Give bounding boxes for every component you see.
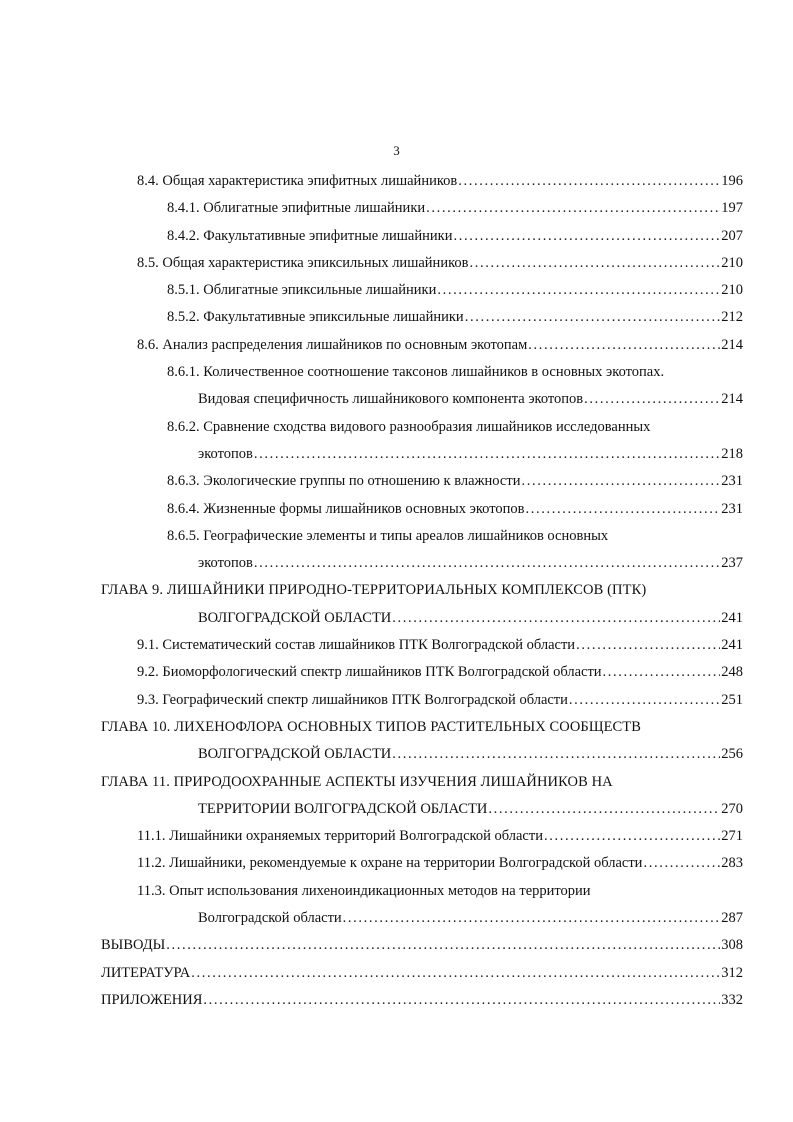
toc-entry (0, 195, 793, 222)
toc-entry-continuation (0, 905, 793, 932)
toc-entry-number: 11.2. (137, 855, 166, 872)
toc-entry (0, 523, 793, 550)
toc-entry-page: 218 (721, 445, 743, 462)
toc-entry-number: 8.6.2. (167, 418, 200, 435)
dot-leader (528, 332, 720, 359)
toc-entry-title: Географический спектр лишайников ПТК Волгоградской области (162, 691, 568, 708)
toc-entry-page: 248 (721, 664, 743, 681)
toc-entry-title: Количественное соотношение таксонов лишайников в основных экотопах. (203, 364, 665, 381)
toc-entry (0, 687, 793, 714)
toc-entry-number: 8.4.1. (167, 200, 200, 217)
toc-chapter (0, 769, 793, 796)
dot-leader (392, 605, 720, 632)
toc-entry-page: 231 (721, 473, 743, 490)
toc-entry-page: 210 (721, 282, 743, 299)
dot-leader (343, 905, 721, 932)
toc-entry (0, 496, 793, 523)
dot-leader (254, 550, 720, 577)
toc-entry-title: Экологические группы по отношению к влажности (203, 473, 521, 490)
toc-section (0, 960, 793, 987)
toc-entry-continuation (0, 386, 793, 413)
toc-entry-page: 212 (721, 309, 743, 326)
toc-chapter-title: ГЛАВА 9. ЛИШАЙНИКИ ПРИРОДНО-ТЕРРИТОРИАЛЬНЫХ КОМПЛЕКСОВ (ПТК) (101, 582, 647, 599)
toc-entry-number: 9.2. (137, 664, 159, 681)
page-number: 3 (393, 143, 400, 158)
toc-entry-number: 11.3. (137, 882, 166, 899)
toc-chapter-continuation (0, 605, 793, 632)
toc-entry-page: 332 (721, 991, 743, 1008)
toc-chapter-title: ТЕРРИТОРИИ ВОЛГОГРАДСКОЙ ОБЛАСТИ (198, 800, 488, 817)
toc-entry (0, 304, 793, 331)
toc-entry-number: 11.1. (137, 828, 166, 845)
toc-entry-number: 8.4. (137, 173, 159, 189)
toc-entry-number: 8.6. (137, 336, 159, 353)
toc-entry-title: Лишайники, рекомендуемые к охране на территории Волгоградской области (169, 855, 643, 872)
toc-entry-title: Систематический состав лишайников ПТК Волгоградской области (162, 637, 576, 654)
dot-leader (437, 277, 720, 304)
toc-entry-number: 8.5.1. (167, 282, 200, 299)
toc-entry (0, 359, 793, 386)
toc-entry-page: 196 (721, 173, 743, 189)
toc-chapter (0, 577, 793, 604)
toc-entry-number: 8.5.2. (167, 309, 200, 326)
toc-entry-title: Волгоградской области (198, 910, 342, 927)
toc-entry-title: Факультативные эпифитные лишайники (203, 227, 453, 244)
toc-entry-page: 256 (721, 746, 743, 763)
toc-entry-number: 8.6.4. (167, 500, 200, 517)
dot-leader (576, 632, 720, 659)
toc-entry-page: 287 (721, 910, 743, 927)
toc-entry-page: 214 (721, 391, 743, 408)
dot-leader (544, 823, 720, 850)
dot-leader (453, 223, 720, 250)
toc-entry (0, 632, 793, 659)
toc-entry-number: 8.5. (137, 254, 159, 271)
toc-entry (0, 850, 793, 877)
toc-entry (0, 332, 793, 359)
dot-leader (584, 386, 720, 413)
dot-leader (203, 987, 720, 1014)
toc-entry (0, 223, 793, 250)
toc-entry-number: 8.6.1. (167, 364, 200, 381)
toc-entry-title: Общая характеристика эпиксильных лишайников (162, 254, 469, 271)
toc-entry-title: Жизненные формы лишайников основных экотопов (203, 500, 525, 517)
toc-entry-page: 312 (721, 964, 743, 981)
table-of-contents (0, 168, 793, 1014)
toc-entry-page: 241 (721, 637, 743, 654)
dot-leader (166, 932, 720, 959)
dot-leader (488, 796, 720, 823)
toc-entry-page: 207 (721, 227, 743, 244)
toc-entry-page: 270 (721, 800, 743, 817)
toc-entry-number: 9.1. (137, 637, 159, 654)
toc-section-title: ПРИЛОЖЕНИЯ (101, 991, 203, 1008)
dot-leader (521, 468, 720, 495)
toc-entry-title: Биоморфологический спектр лишайников ПТК Волгоградской области (162, 664, 602, 681)
toc-chapter-continuation (0, 741, 793, 768)
toc-entry-title: Облигатные эпифитные лишайники (203, 200, 426, 217)
toc-entry-title: Сравнение сходства видового разнообразия лишайников исследованных (203, 418, 651, 435)
toc-entry (0, 277, 793, 304)
toc-entry-number: 8.6.3. (167, 473, 200, 490)
toc-entry-page: 214 (721, 336, 743, 353)
toc-chapter-title: ГЛАВА 11. ПРИРОДООХРАННЫЕ АСПЕКТЫ ИЗУЧЕНИЯ ЛИШАЙНИКОВ НА (101, 773, 613, 790)
toc-entry-page: 271 (721, 828, 743, 845)
toc-chapter-title: ВОЛГОГРАДСКОЙ ОБЛАСТИ (198, 746, 392, 763)
toc-entry (0, 414, 793, 441)
toc-section-title: ЛИТЕРАТУРА (101, 964, 191, 981)
toc-entry-page: 210 (721, 254, 743, 271)
toc-section (0, 987, 793, 1014)
toc-section-title: ВЫВОДЫ (101, 937, 166, 954)
toc-chapter-continuation (0, 796, 793, 823)
dot-leader (254, 441, 720, 468)
toc-entry (0, 250, 793, 277)
toc-entry-page: 231 (721, 500, 743, 517)
toc-entry-title: Анализ распределения лишайников по основным экотопам (162, 336, 528, 353)
toc-entry-title: экотопов (198, 445, 253, 462)
toc-entry-number: 9.3. (137, 691, 159, 708)
toc-entry (0, 659, 793, 686)
toc-entry-title: Облигатные эпиксильные лишайники (203, 282, 437, 299)
toc-entry-title: Общая характеристика эпифитных лишайников (162, 173, 458, 189)
dot-leader (526, 496, 721, 523)
toc-chapter-title: ГЛАВА 10. ЛИХЕНОФЛОРА ОСНОВНЫХ ТИПОВ РАСТИТЕЛЬНЫХ СООБЩЕСТВ (101, 718, 642, 735)
toc-entry-page: 251 (721, 691, 743, 708)
toc-entry (0, 878, 793, 905)
toc-entry-number: 8.4.2. (167, 227, 200, 244)
dot-leader (392, 741, 720, 768)
toc-chapter (0, 714, 793, 741)
toc-entry-continuation (0, 550, 793, 577)
toc-entry-page: 283 (721, 855, 743, 872)
toc-entry-page: 308 (721, 937, 743, 954)
dot-leader (465, 304, 721, 331)
toc-entry-page: 237 (721, 555, 743, 572)
toc-entry (0, 468, 793, 495)
dot-leader (191, 960, 720, 987)
toc-entry-title: Факультативные эпиксильные лишайники (203, 309, 464, 326)
toc-entry-continuation (0, 441, 793, 468)
toc-entry-title: Видовая специфичность лишайникового компонента экотопов (198, 391, 584, 408)
toc-entry (0, 823, 793, 850)
dot-leader (603, 659, 721, 686)
toc-entry-title: экотопов (198, 555, 253, 572)
toc-entry (0, 168, 793, 195)
toc-chapter-title: ВОЛГОГРАДСКОЙ ОБЛАСТИ (198, 609, 392, 626)
toc-section (0, 932, 793, 959)
toc-entry-number: 8.6.5. (167, 527, 200, 544)
toc-entry-title: Географические элементы и типы ареалов лишайников основных (203, 527, 609, 544)
toc-entry-page: 241 (721, 609, 743, 626)
toc-entry-page: 197 (721, 200, 743, 217)
toc-entry-title: Опыт использования лихеноиндикационных методов на территории (169, 882, 591, 899)
dot-leader (426, 195, 720, 222)
dot-leader (458, 168, 720, 195)
dot-leader (643, 850, 720, 877)
dot-leader (569, 687, 720, 714)
dot-leader (469, 250, 720, 277)
toc-entry-title: Лишайники охраняемых территорий Волгоградской области (169, 828, 543, 845)
